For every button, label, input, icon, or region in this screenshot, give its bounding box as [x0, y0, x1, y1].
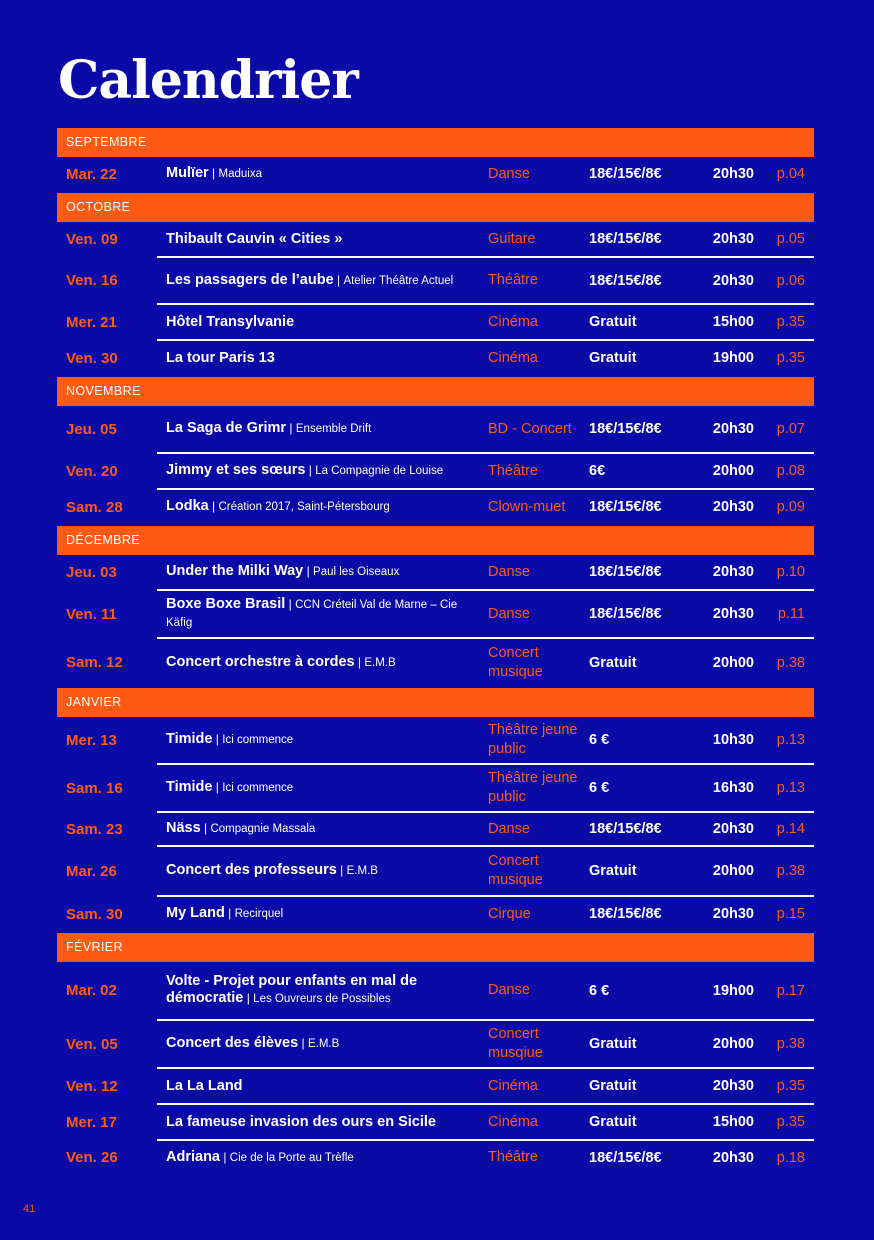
event-title: Concert des élèves: [166, 1035, 299, 1051]
event-category: Danse: [488, 605, 530, 622]
event-company: Atelier Théâtre Actuel: [343, 274, 454, 287]
event-page-ref: p.35: [776, 1114, 805, 1130]
event-company: Création 2017, Saint-Pétersbourg: [218, 501, 390, 513]
event-company: Les Ouvreurs de Possibles: [253, 993, 391, 1005]
event-title-cell: [166, 490, 478, 524]
separator: |: [333, 272, 344, 287]
event-date: Ven. 12: [66, 1077, 118, 1095]
event-time: 16h30: [712, 780, 754, 796]
event-title-cell: [166, 1069, 478, 1103]
event-title-cell: [166, 555, 478, 589]
event-category: Danse: [488, 982, 530, 998]
event-title-block: [166, 272, 453, 290]
separator: |: [212, 732, 223, 746]
event-title-block: [166, 498, 390, 516]
event-title: Thibault Cauvin « Cities »: [166, 230, 343, 247]
event-title: La La Land: [166, 1077, 243, 1094]
event-company: E.M.B: [307, 1038, 340, 1050]
event-time: 20h30: [712, 421, 754, 437]
event-price: 18€/15€/8€: [589, 564, 662, 580]
month-header: OCTOBRE: [57, 193, 814, 222]
event-price: 6€: [589, 463, 606, 479]
event-title-block: [166, 862, 378, 880]
event-title-block: [166, 165, 262, 183]
event-title: Mulïer: [166, 165, 209, 181]
event-time: 20h00: [712, 863, 754, 879]
event-price: Gratuit: [589, 1114, 637, 1130]
event-time: 20h30: [712, 564, 754, 580]
event-row: [57, 341, 814, 377]
event-date: Mar. 02: [66, 982, 117, 999]
event-page-ref: p.10: [776, 564, 805, 580]
event-title: Under the Milki Way: [166, 563, 304, 579]
separator: |: [200, 821, 211, 835]
event-title: Adriana: [166, 1148, 220, 1165]
separator: |: [336, 863, 347, 877]
event-page-ref: p.15: [776, 906, 805, 922]
event-time: 20h30: [712, 1078, 754, 1094]
event-row: [57, 222, 814, 258]
event-company: Recirquel: [234, 908, 284, 920]
event-price: Gratuit: [589, 314, 637, 330]
event-title: My Land: [166, 905, 225, 921]
event-row: [57, 765, 814, 813]
event-price: Gratuit: [589, 863, 637, 879]
event-title: Boxe Boxe Brasil: [166, 596, 286, 612]
event-title-cell: [166, 1141, 478, 1174]
event-category: Concert musique: [488, 644, 543, 680]
event-row: [57, 157, 814, 193]
event-title-block: [166, 350, 275, 367]
event-page-ref: p.06: [776, 272, 805, 289]
event-date: Ven. 20: [66, 462, 118, 480]
event-page-ref: p.35: [776, 350, 805, 366]
calendar-table: [57, 128, 814, 1176]
event-row: [57, 813, 814, 847]
event-title-cell: [166, 1021, 478, 1067]
event-page-ref: p.35: [776, 1078, 805, 1094]
event-row: [57, 847, 814, 897]
event-price: Gratuit: [589, 1036, 637, 1052]
event-company: E.M.B: [364, 656, 396, 669]
event-title-block: [166, 905, 283, 923]
event-row: [57, 591, 814, 639]
event-row: [57, 490, 814, 526]
event-row: [57, 258, 814, 305]
event-page-ref: p.18: [776, 1149, 805, 1166]
event-page-ref: p.17: [776, 982, 805, 999]
event-time: 20h30: [712, 1149, 754, 1166]
event-row: [57, 897, 814, 933]
event-category: Théâtre jeune public: [488, 722, 578, 757]
event-title-block: [166, 563, 399, 581]
event-category: Cinéma: [488, 349, 538, 366]
event-price: 18€/15€/8€: [589, 272, 662, 289]
event-time: 20h30: [712, 272, 754, 289]
event-title-cell: [166, 591, 478, 637]
event-row: [57, 305, 814, 341]
event-category: Cinéma: [488, 313, 538, 330]
event-time: 20h30: [712, 231, 754, 247]
event-date: Mer. 17: [66, 1113, 117, 1131]
event-title-block: [166, 462, 443, 480]
event-row: [57, 962, 814, 1021]
event-row: [57, 454, 814, 490]
event-price: 6 €: [589, 780, 610, 796]
event-title: Lodka: [166, 498, 209, 514]
event-title-cell: [166, 222, 478, 256]
event-date: Mar. 22: [66, 165, 117, 183]
event-price: 18€/15€/8€: [589, 421, 662, 437]
event-title-cell: [166, 897, 478, 931]
event-time: 20h30: [712, 606, 754, 622]
event-price: 18€/15€/8€: [589, 166, 662, 182]
event-company: La Compagnie de Louise: [315, 465, 444, 477]
event-price: 18€/15€/8€: [589, 231, 662, 247]
event-row: [57, 1021, 814, 1069]
event-category: Cinéma: [488, 1077, 538, 1094]
event-price: 18€/15€/8€: [589, 906, 662, 922]
event-title-cell: [166, 765, 478, 811]
event-row: [57, 717, 814, 765]
event-title-cell: [166, 305, 478, 339]
event-title-cell: [166, 258, 478, 303]
separator: |: [243, 991, 254, 1005]
event-title: Timide: [166, 731, 213, 747]
month-header: SEPTEMBRE: [57, 128, 814, 157]
event-page-ref: p.38: [776, 1036, 805, 1052]
separator: |: [354, 654, 365, 669]
event-title-block: [166, 1078, 243, 1095]
event-page-ref: p.05: [776, 231, 805, 247]
event-date: Mar. 26: [66, 862, 117, 880]
event-time: 20h00: [712, 1036, 754, 1052]
month-header: DÉCEMBRE: [57, 526, 814, 555]
event-date: Jeu. 03: [66, 563, 117, 581]
event-page-ref: p.13: [776, 780, 805, 796]
event-date: Ven. 11: [66, 605, 117, 623]
event-title-block: [166, 654, 396, 672]
event-row: [57, 639, 814, 688]
event-date: Ven. 26: [66, 1149, 118, 1166]
page-title: Calendrier: [58, 50, 358, 111]
event-price: 18€/15€/8€: [589, 1149, 662, 1166]
event-date: Mer. 13: [66, 731, 117, 749]
event-page-ref: p.38: [776, 654, 805, 671]
event-title-block: [166, 731, 293, 749]
event-page-ref: p.13: [776, 732, 805, 748]
event-category: Danse: [488, 820, 530, 837]
event-date: Jeu. 05: [66, 420, 117, 438]
event-category: Concert musique: [488, 853, 543, 888]
event-title: Les passagers de l’aube: [166, 271, 334, 288]
event-title-cell: [166, 717, 478, 763]
event-title: Näss: [166, 820, 201, 836]
separator: |: [208, 166, 219, 180]
event-price: 6 €: [589, 982, 610, 999]
event-category: Cirque: [488, 905, 531, 922]
event-row: [57, 1141, 814, 1176]
event-price: 6 €: [589, 732, 610, 748]
event-title-block: [166, 1114, 436, 1131]
event-company: CCN Créteil Val de Marne – Cie Käfig: [166, 599, 458, 629]
event-time: 19h00: [712, 350, 754, 366]
event-time: 20h30: [712, 821, 754, 837]
event-company: Ici commence: [222, 734, 294, 746]
event-row: [57, 1069, 814, 1105]
event-date: Sam. 12: [66, 654, 123, 671]
event-price: Gratuit: [589, 654, 637, 671]
event-time: 15h00: [712, 1114, 754, 1130]
event-page-ref: p.04: [776, 166, 805, 182]
event-category: Théâtre: [488, 462, 538, 479]
event-title-cell: [166, 454, 478, 488]
event-title-block: [166, 779, 293, 797]
month-header: FÉVRIER: [57, 933, 814, 962]
event-category: Danse: [488, 165, 530, 182]
event-price: 18€/15€/8€: [589, 821, 662, 837]
event-page-ref: p.07: [776, 421, 805, 437]
separator: |: [286, 421, 296, 435]
event-company: Paul les Oiseaux: [313, 566, 400, 578]
event-price: 18€/15€/8€: [589, 606, 662, 622]
event-category: Théâtre jeune public: [488, 770, 578, 805]
event-title-block: [166, 420, 371, 438]
event-time: 20h00: [712, 654, 754, 671]
event-title-cell: [166, 406, 478, 452]
event-page-ref: p.38: [776, 863, 805, 879]
event-category: Guitare: [488, 230, 536, 247]
event-title: Concert orchestre à cordes: [166, 653, 355, 670]
event-title-block: [166, 1035, 339, 1053]
event-company: Compagnie Massala: [210, 823, 316, 835]
event-date: Ven. 05: [66, 1035, 118, 1053]
event-title-block: [166, 973, 478, 1008]
event-page-ref: p.14: [776, 821, 805, 837]
event-category: Théâtre: [488, 272, 538, 288]
event-date: Ven. 16: [66, 272, 118, 289]
month-header: NOVEMBRE: [57, 377, 814, 406]
event-page-ref: p.08: [776, 463, 805, 479]
event-category: BD - Concert: [488, 420, 572, 437]
event-time: 19h00: [712, 982, 754, 999]
event-company: Cie de la Porte au Trèfle: [229, 1151, 354, 1164]
event-category: Théâtre: [488, 1149, 538, 1165]
event-title-cell: [166, 847, 478, 895]
event-date: Ven. 09: [66, 230, 118, 248]
event-title: Concert des professeurs: [166, 862, 337, 878]
event-time: 20h30: [712, 906, 754, 922]
event-time: 10h30: [712, 732, 754, 748]
separator: |: [285, 597, 296, 611]
event-row: [57, 406, 814, 454]
event-price: Gratuit: [589, 1078, 637, 1094]
event-price: Gratuit: [589, 350, 637, 366]
event-date: Ven. 30: [66, 349, 118, 367]
event-time: 20h30: [712, 166, 754, 182]
event-company: Maduixa: [218, 168, 262, 180]
separator: |: [303, 564, 314, 578]
page-number: 41: [23, 1203, 36, 1215]
separator: |: [212, 780, 223, 794]
month-header: JANVIER: [57, 688, 814, 717]
event-title: Timide: [166, 779, 213, 795]
event-title-cell: [166, 157, 478, 191]
event-company: E.M.B: [346, 865, 378, 877]
separator: |: [298, 1036, 308, 1050]
event-title-cell: [166, 341, 478, 375]
event-date: Sam. 30: [66, 905, 123, 923]
event-title: Jimmy et ses sœurs: [166, 462, 306, 478]
event-title-cell: [166, 1105, 478, 1139]
event-title: Volte - Projet pour enfants en mal de démocratie: [166, 973, 418, 1006]
separator: |: [224, 906, 235, 920]
event-title-cell: [166, 639, 478, 686]
event-title: La tour Paris 13: [166, 349, 275, 366]
event-page-ref: p.11: [777, 606, 805, 622]
event-title-block: [166, 820, 315, 838]
event-title: Hôtel Transylvanie: [166, 313, 295, 330]
event-row: [57, 555, 814, 591]
event-date: Mer. 21: [66, 313, 117, 331]
event-title: La fameuse invasion des ours en Sicile: [166, 1113, 436, 1130]
event-title-block: [166, 1149, 354, 1167]
event-date: Sam. 28: [66, 498, 123, 516]
event-time: 20h00: [712, 463, 754, 479]
event-date: Sam. 16: [66, 779, 123, 797]
event-time: 20h30: [712, 499, 754, 515]
event-price: 18€/15€/8€: [589, 499, 662, 515]
event-company: Ici commence: [222, 782, 294, 794]
event-category: Clown-muet: [488, 498, 566, 515]
event-date: Sam. 23: [66, 820, 123, 838]
event-category: Danse: [488, 563, 530, 580]
separator: |: [208, 499, 219, 513]
event-title-block: [166, 596, 478, 632]
event-page-ref: p.09: [776, 499, 805, 515]
event-title-cell: [166, 813, 478, 845]
separator: |: [220, 1149, 230, 1164]
event-category: Cinéma: [488, 1113, 538, 1130]
event-category: Concert musqiue: [488, 1026, 543, 1061]
event-title-block: [166, 314, 294, 331]
separator: |: [305, 463, 316, 477]
event-title-block: [166, 231, 342, 248]
event-page-ref: p.35: [776, 314, 805, 330]
event-title: La Saga de Grimr: [166, 420, 287, 436]
event-title-cell: [166, 962, 478, 1019]
event-time: 15h00: [712, 314, 754, 330]
event-company: Ensemble Drift: [295, 423, 372, 435]
event-row: [57, 1105, 814, 1141]
